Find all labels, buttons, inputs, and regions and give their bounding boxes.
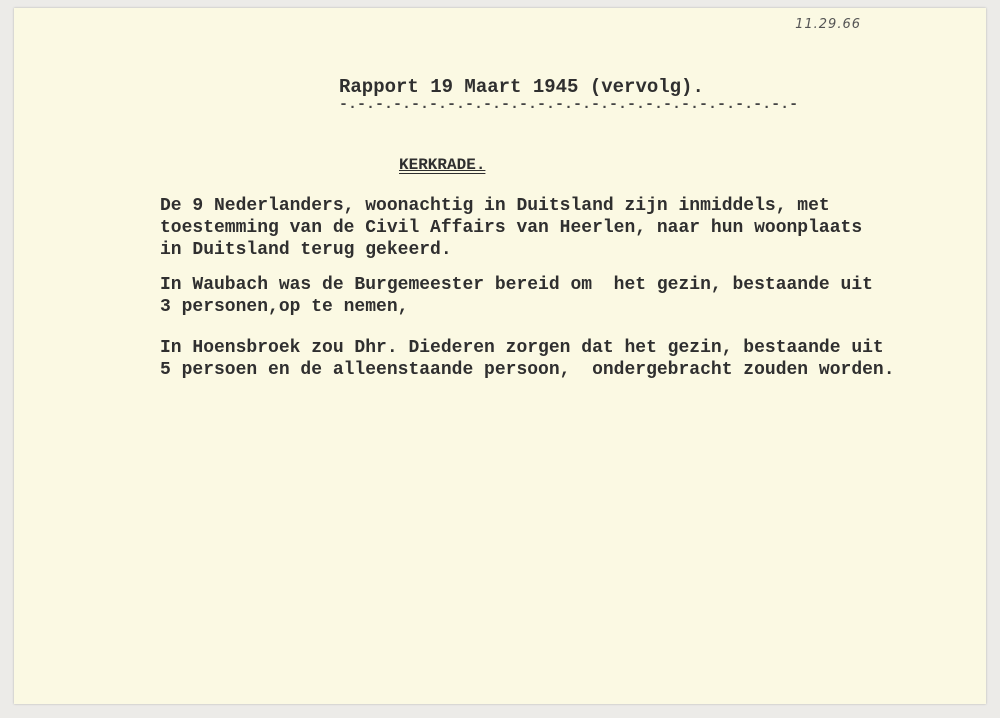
paper-sheet bbox=[14, 8, 986, 704]
paragraph-2: In Waubach was de Burgemeester bereid om het gezin, bestaande uit 3 personen,op te nemen, bbox=[160, 275, 873, 317]
paragraph-1: De 9 Nederlanders, woonachtig in Duitsland zijn inmiddels, met toestemming van de Civil Affairs van Heerlen, naar hun woonplaats in Duitsland terug gekeerd. bbox=[160, 196, 863, 260]
paragraph-3: In Hoensbroek zou Dhr. Diederen zorgen dat het gezin, bestaande uit 5 persoen en de alleenstaande persoon, ondergebracht zouden worden. bbox=[160, 338, 895, 380]
section-heading: KERKRADE. bbox=[399, 156, 486, 174]
title-underline-rule: -.-.-.-.-.-.-.-.-.-.-.-.-.-.-.-.-.-.-.-.-.-.-.-.-.- bbox=[339, 96, 799, 113]
handwritten-annotation: 11.29.66 bbox=[795, 17, 861, 32]
document-title: Rapport 19 Maart 1945 (vervolg). bbox=[339, 76, 704, 98]
